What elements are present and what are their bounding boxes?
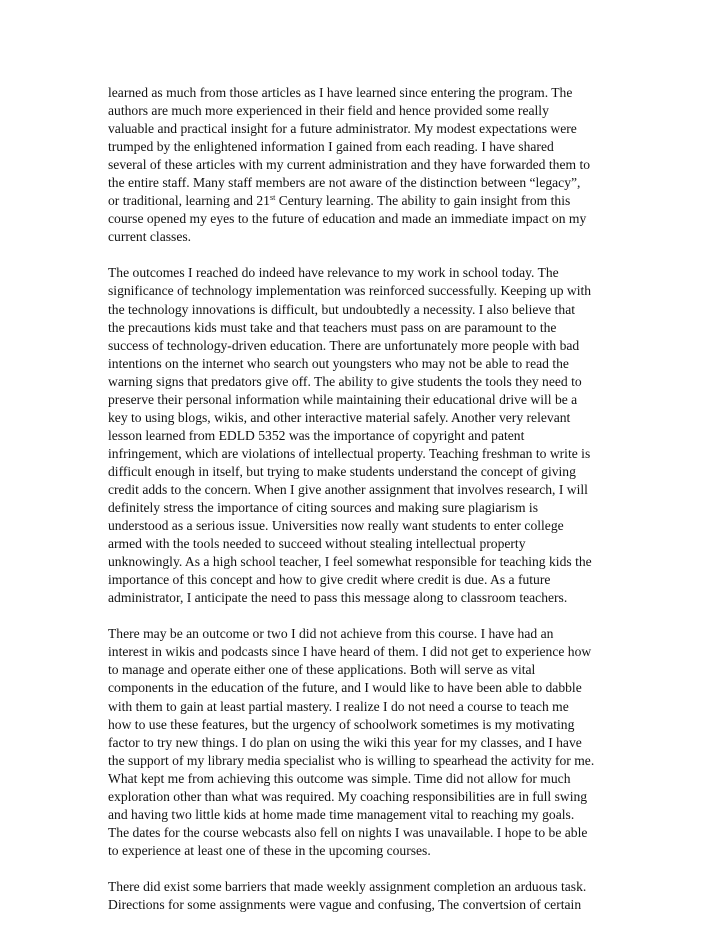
text-line: trumped by the enlightened information I gained from each reading. I have shared	[108, 139, 554, 155]
text-line: course opened my eyes to the future of education and made an immediate impact on my	[108, 211, 587, 227]
text-line: warning signs that predators give off. The ability to give students the tools they need to	[108, 373, 582, 389]
document-page	[108, 84, 628, 932]
text-line: The dates for the course webcasts also fell on nights I was unavailable. I hope to be able	[108, 824, 588, 840]
text-line: significance of technology implementation was reinforced successfully. Keeping up with	[108, 283, 592, 299]
text-line: Directions for some assignments were vague and confusing, The convertsion of certain	[108, 896, 582, 912]
paragraph-4	[108, 878, 628, 914]
text-line: lesson learned from EDLD 5352 was the importance of copyright and patent	[108, 427, 525, 443]
text-line: understood as a serious issue. Universities now really want students to enter college	[108, 518, 564, 534]
text-line: current classes.	[108, 229, 192, 245]
text-line: importance of this concept and how to give credit where credit is due. As a future	[108, 572, 551, 588]
text-line	[108, 192, 628, 210]
paragraph-1	[108, 84, 628, 246]
text-line: to manage and operate either one of these applications. Both will serve as vital	[108, 662, 536, 678]
paragraph-2	[108, 264, 628, 607]
text-line: preserve their personal information while maintaining their educational drive will be a	[108, 391, 578, 407]
text-line: definitely stress the importance of citing sources and making sure plagiarism is	[108, 500, 538, 516]
text-line: credit adds to the concern. When I give another assignment that involves research, I will	[108, 481, 588, 497]
text-segment: or traditional, learning and 21	[108, 193, 270, 209]
text-line: What kept me from achieving this outcome was simple. Time did not allow for much	[108, 770, 571, 786]
text-line: how to use these features, but the urgency of schoolwork sometimes is my motivating	[108, 716, 575, 732]
text-line: the support of my library media specialist who is willing to spearhead the activity for me.	[108, 752, 595, 768]
text-line: armed with the tools needed to succeed without stealing intellectual property	[108, 536, 526, 552]
text-line: the precautions kids must take and that teachers must pass on are paramount to the	[108, 319, 557, 335]
text-line: administrator, I anticipate the need to pass this message along to classroom teachers.	[108, 590, 568, 606]
text-line: interest in wikis and podcasts since I have heard of them. I did not get to experience how	[108, 644, 592, 660]
text-segment: Century learning. The ability to gain insight from this	[275, 193, 571, 209]
text-line: valuable and practical insight for a future administrator. My modest expectations were	[108, 121, 577, 137]
text-line: unknowingly. As a high school teacher, I feel somewhat responsible for teaching kids the	[108, 554, 592, 570]
paragraph-3	[108, 625, 628, 860]
text-line: infringement, which are violations of intellectual property. Teaching freshman to write is	[108, 445, 591, 461]
text-line: the entire staff. Many staff members are not aware of the distinction between “legacy”,	[108, 175, 581, 191]
text-line: difficult enough in itself, but trying to make students understand the concept of giving	[108, 463, 576, 479]
text-line: authors are much more experienced in their field and hence provided some really	[108, 103, 549, 119]
text-line: with them to gain at least partial mastery. I realize I do not need a course to teach me	[108, 698, 569, 714]
text-line: The outcomes I reached do indeed have relevance to my work in school today. The	[108, 265, 559, 281]
text-line: success of technology-driven education. There are unfortunately more people with bad	[108, 337, 580, 353]
text-line: key to using blogs, wikis, and other interactive material safely. Another very relevant	[108, 409, 571, 425]
text-line: several of these articles with my current administration and they have forwarded them to	[108, 157, 591, 173]
text-line: components in the education of the future, and I would like to have been able to dabble	[108, 680, 582, 696]
text-line: learned as much from those articles as I have learned since entering the program. The	[108, 85, 573, 100]
text-line: exploration other than what was required. My coaching responsibilities are in full swing	[108, 788, 588, 804]
ordinal-superscript: st	[269, 193, 276, 203]
text-line: There may be an outcome or two I did not achieve from this course. I have had an	[108, 626, 554, 642]
text-line: There did exist some barriers that made weekly assignment completion an arduous task.	[108, 878, 587, 894]
text-line: and having two little kids at home made time management vital to reaching my goals.	[108, 806, 575, 822]
text-line: intentions on the internet who search out youngsters who may not be able to read the	[108, 355, 569, 371]
text-line: to experience at least one of these in the upcoming courses.	[108, 842, 431, 858]
text-line: the technology innovations is difficult, but undoubtedly a necessity. I also believe that	[108, 301, 575, 317]
text-line: factor to try new things. I do plan on using the wiki this year for my classes, and I have	[108, 734, 582, 750]
